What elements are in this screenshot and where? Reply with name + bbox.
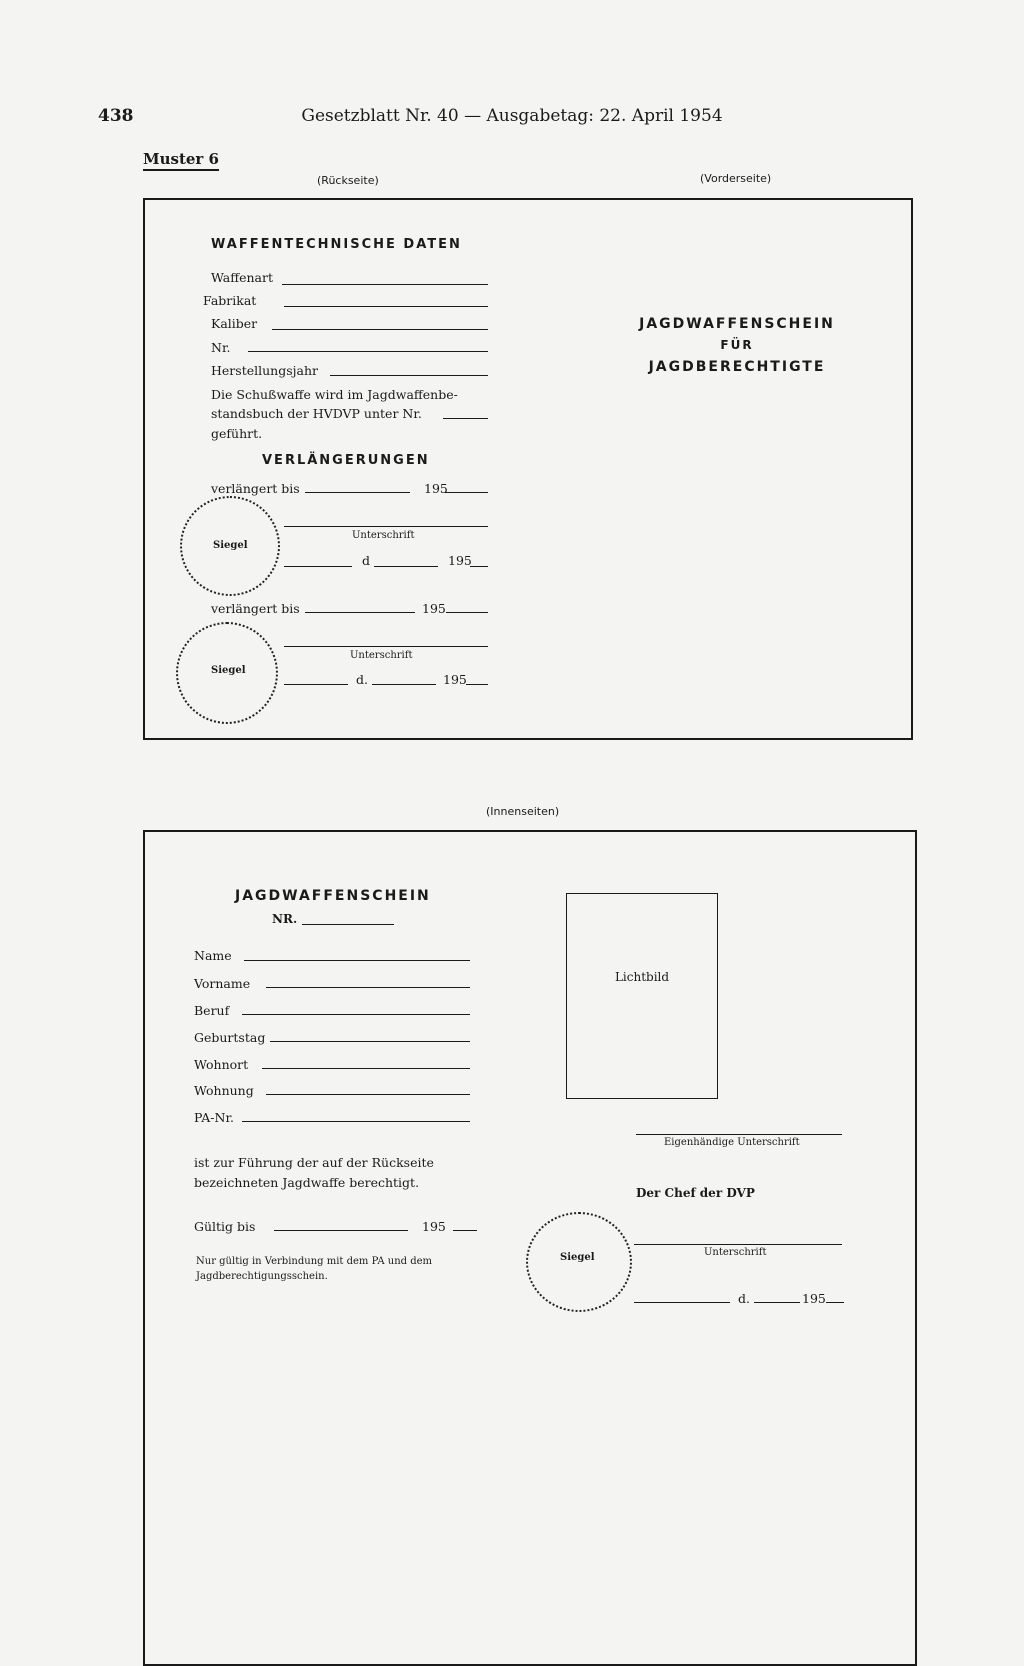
- field-herstellungsjahr-line: [330, 375, 488, 376]
- inner-field-wohnort-line: [262, 1068, 470, 1069]
- inner-valid-line: [274, 1230, 408, 1231]
- inner-field-name-line: [244, 960, 470, 961]
- field-nr-label: Nr.: [211, 340, 231, 355]
- ext2-day-line: [372, 684, 436, 685]
- inner-auth-line2: bezeichneten Jagdwaffe berechtigt.: [194, 1175, 420, 1190]
- own-signature-line: [636, 1134, 842, 1135]
- inner-nr-label: NR.: [272, 912, 298, 926]
- ext1-year2: 195: [448, 553, 472, 568]
- front-line3: JAGDBERECHTIGTE: [648, 359, 826, 375]
- inner-year-line: [826, 1302, 844, 1303]
- note-nr-line: [443, 418, 488, 419]
- inner-seal-label: Siegel: [560, 1252, 595, 1263]
- ext1-label: verlängert bis: [211, 481, 300, 496]
- ext1-seal-label: Siegel: [213, 540, 248, 551]
- back-label: (Rückseite): [317, 174, 379, 187]
- ext2-signature-label: Unterschrift: [350, 650, 413, 661]
- inner-footnote-line2: Jagdberechtigungsschein.: [196, 1271, 328, 1282]
- ext1-signature-line: [284, 526, 488, 527]
- inner-valid-label: Gültig bis: [194, 1219, 256, 1234]
- note-line2: standsbuch der HVDVP unter Nr.: [211, 406, 422, 421]
- front-line2: FÜR: [720, 338, 754, 352]
- inner-valid-year: 195: [422, 1219, 446, 1234]
- ext1-day-line: [374, 566, 438, 567]
- inner-year: 195: [802, 1291, 826, 1306]
- field-waffenart-line: [282, 284, 488, 285]
- back-heading: WAFFENTECHNISCHE DATEN: [211, 237, 462, 252]
- ext2-seal-label: Siegel: [211, 665, 246, 676]
- chief-label: Der Chef der DVP: [636, 1186, 755, 1200]
- inner-field-vorname: Vorname: [194, 976, 251, 991]
- photo-box: [566, 893, 718, 1099]
- inner-day-line: [754, 1302, 800, 1303]
- inner-nr-line: [302, 924, 394, 925]
- muster-label: Muster 6: [143, 150, 219, 171]
- field-kaliber-label: Kaliber: [211, 316, 258, 331]
- field-fabrikat-label: Fabrikat: [203, 293, 257, 308]
- inner-valid-year-line: [453, 1230, 477, 1231]
- ext1-year2-line: [470, 566, 488, 567]
- ext1-date-line: [305, 492, 410, 493]
- inner-signature-label: Unterschrift: [704, 1247, 767, 1258]
- inner-auth-line1: ist zur Führung der auf der Rückseite: [194, 1155, 434, 1170]
- inner-d: d.: [738, 1291, 750, 1306]
- field-fabrikat-line: [284, 306, 488, 307]
- field-herstellungsjahr-label: Herstellungsjahr: [211, 363, 318, 378]
- ext2-year2-line: [466, 684, 488, 685]
- inner-field-name: Name: [194, 948, 232, 963]
- field-nr-line: [248, 351, 488, 352]
- ext2-date-line: [305, 612, 415, 613]
- field-kaliber-line: [272, 329, 488, 330]
- inner-field-wohnort: Wohnort: [194, 1057, 249, 1072]
- ext2-label: verlängert bis: [211, 601, 300, 616]
- front-line1: JAGDWAFFENSCHEIN: [639, 316, 835, 332]
- inner-field-vorname-line: [266, 987, 470, 988]
- inner-label: (Innenseiten): [486, 805, 560, 818]
- ext1-signature-label: Unterschrift: [352, 530, 415, 541]
- ext2-d: d.: [356, 672, 368, 687]
- ext1-year: 195: [424, 481, 448, 496]
- own-signature-label: Eigenhändige Unterschrift: [664, 1137, 800, 1148]
- inner-field-geburtstag: Geburtstag: [194, 1030, 266, 1045]
- ext2-year-line: [446, 612, 488, 613]
- inner-field-pa-nr-line: [242, 1121, 470, 1122]
- front-label: (Vorderseite): [700, 172, 772, 185]
- page-number: 438: [98, 106, 134, 126]
- inner-field-wohnung: Wohnung: [194, 1083, 254, 1098]
- inner-field-geburtstag-line: [270, 1041, 470, 1042]
- inner-place-line: [634, 1302, 730, 1303]
- ext2-year2: 195: [443, 672, 467, 687]
- field-waffenart-label: Waffenart: [211, 270, 273, 285]
- header-title: Gesetzblatt Nr. 40 — Ausgabetag: 22. April 1954: [301, 106, 723, 126]
- note-line3: geführt.: [211, 426, 263, 441]
- inner-footnote-line1: Nur gültig in Verbindung mit dem PA und dem: [196, 1256, 433, 1267]
- ext2-year: 195: [422, 601, 446, 616]
- photo-label: Lichtbild: [614, 970, 670, 984]
- ext1-d: d: [362, 553, 371, 568]
- ext1-year-line: [445, 492, 488, 493]
- note-line1: Die Schußwaffe wird im Jagdwaffenbe-: [211, 387, 458, 402]
- inner-field-pa-nr: PA-Nr.: [194, 1110, 235, 1125]
- inner-signature-line: [634, 1244, 842, 1245]
- inner-field-beruf: Beruf: [194, 1003, 230, 1018]
- inner-title: JAGDWAFFENSCHEIN: [235, 888, 431, 904]
- ext1-place-line: [284, 566, 352, 567]
- inner-field-wohnung-line: [266, 1094, 470, 1095]
- inner-field-beruf-line: [242, 1014, 470, 1015]
- ext2-place-line: [284, 684, 348, 685]
- ext2-signature-line: [284, 646, 488, 647]
- extensions-heading: VERLÄNGERUNGEN: [262, 453, 430, 468]
